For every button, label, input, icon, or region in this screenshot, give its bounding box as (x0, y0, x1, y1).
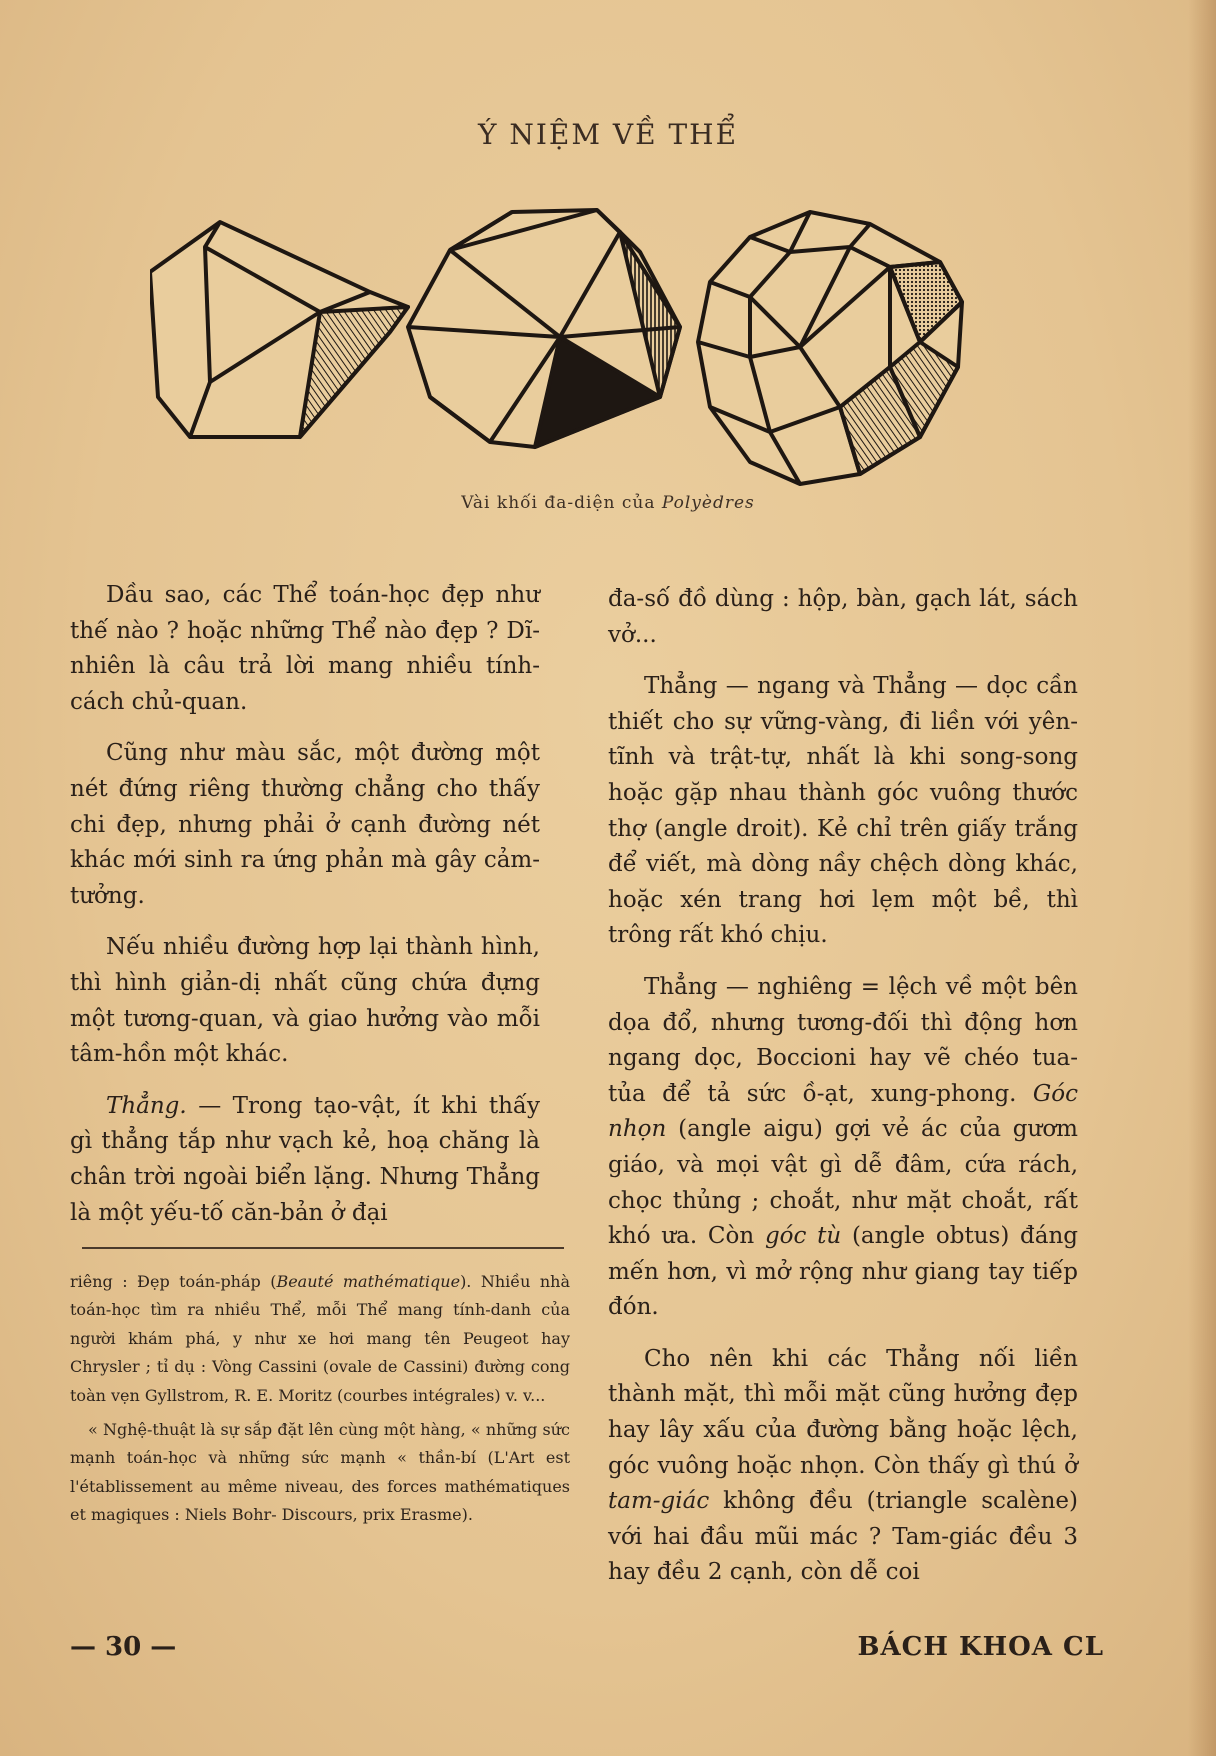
caption-text: Vài khối đa-diện của (461, 493, 662, 513)
right-paragraph-2 (608, 970, 1078, 1326)
term-thang: Thẳng. (106, 1092, 187, 1119)
left-paragraph-3: Nếu nhiều đường hợp lại thành hình, thì hình giản-dị nhất cũng chứa đựng một tương-quan, và giao hưởng vào mỗi tâm-hồn một khác. (70, 934, 540, 1068)
figure-caption (0, 493, 1216, 513)
right-paragraph-1: Thẳng — ngang và Thẳng — dọc cần thiết cho sự vững-vàng, đi liền với yên-tĩnh và trật-tự, nhất là khi song-song hoặc gặp nhau thành góc vuông thước thợ (angle droit). Kẻ chỉ trên giấy trắng để viết, mà dòng nầy chệch dòng khác, hoặc xén trang hơi lẹm một bề, thì trông rất khó chịu. (608, 673, 1078, 949)
polyhedra-drawing (150, 192, 1040, 492)
page-edge-shadow (1188, 0, 1216, 1756)
right-column (608, 582, 1078, 1607)
caption-italic: Polyèdres (661, 493, 755, 513)
term-goc-nhon: Góc nhọn (608, 1080, 1078, 1143)
footnote-1-b: ). Nhiều nhà toán-học tìm ra nhiều Thể, mỗi Thể mang tính-danh của người khám phá, y như xe hơi mang tên Peugeot hay Chrysler ; tỉ dụ : Vòng Cassini (ovale de Cassini) đường cong toàn vẹn Gyllstrom, R. E. Moritz (courbes intégrales) v. v... (70, 1272, 570, 1405)
left-paragraph-1: Dầu sao, các Thể toán-học đẹp như thế nào ? hoặc những Thể nào đẹp ? Dĩ-nhiên là câu trả lời mang nhiều tính-cách chủ-quan. (70, 582, 540, 715)
right-paragraph-3 (608, 1342, 1078, 1591)
right-paragraph-2-c: (angle obtus) đáng mến hơn, vì mở rộng như giang tay tiếp đón. (608, 1223, 1079, 1321)
right-paragraph-3-a: Cho nên khi các Thẳng nối liền thành mặt, thì mỗi mặt cũng hưởng đẹp hay lây xấu của đường bằng hoặc lệch, góc vuông hoặc nhọn. Còn thấy gì thú ở (608, 1345, 1078, 1479)
truncated-tetrahedron (150, 222, 408, 437)
right-paragraph-0: đa-số đồ dùng : hộp, bàn, gạch lát, sách vở... (608, 586, 1078, 648)
cuboctahedron (408, 210, 680, 447)
polyhedra-illustration (150, 192, 1040, 492)
right-paragraph-2-a: Thẳng — nghiêng = lệch về một bên dọa đổ, nhưng tương-đối thì động hơn ngang dọc, Boccioni hay vẽ chéo tua-tủa để tả sức ồ-ạt, xung-phong. (608, 973, 1078, 1107)
footnote-1-italic: Beauté mathématique (276, 1272, 461, 1291)
left-paragraph-2: Cũng như màu sắc, một đường một nét đứng riêng thường chẳng cho thấy chi đẹp, nhưng phải ở cạnh đường nét khác mới sinh ra ứng phản mà gây cảm-tưởng. (70, 740, 540, 909)
journal-name: BÁCH KHOA CL (857, 1632, 1104, 1662)
footnotes (70, 1268, 570, 1536)
right-paragraph-3-b: không đều (triangle scalène) với hai đầu mũi mác ? Tam-giác đều 3 hay đều 2 cạnh, còn dễ coi (608, 1488, 1078, 1586)
footnote-2: « Nghệ-thuật là sự sắp đặt lên cùng một hàng, « những sức mạnh toán-học và những sức mạnh « thần-bí (L'Art est l'établissement au même niveau, des forces mathématiques et magiques : Niels Bohr- Discours, prix Erasme). (70, 1420, 570, 1525)
footnote-rule (82, 1247, 564, 1249)
left-paragraph-4 (70, 1089, 540, 1231)
term-tam-giac: tam-giác (608, 1488, 710, 1515)
page-number: — 30 — (70, 1632, 177, 1662)
left-paragraph-4-text: — Trong tạo-vật, ít khi thấy gì thẳng tắp như vạch kẻ, hoạ chăng là chân trời ngoài biển lặng. Nhưng Thẳng là một yếu-tố căn-bản ở đại (70, 1092, 540, 1226)
running-head: Ý NIỆM VỀ THỂ (477, 118, 739, 151)
footnote-1-a: riêng : Đẹp toán-pháp ( (70, 1272, 277, 1291)
term-goc-tu: góc tù (764, 1223, 842, 1250)
right-paragraph-2-b: (angle aigu) gợi vẻ ác của gươm giáo, và mọi vật gì dễ đâm, cứa rách, chọc thủng ; choắt, như mặt choắt, rất khó ưa. Còn (608, 1116, 1078, 1250)
footnote-1 (70, 1268, 570, 1410)
icosidodecahedron (698, 212, 962, 484)
left-column (70, 578, 540, 1247)
